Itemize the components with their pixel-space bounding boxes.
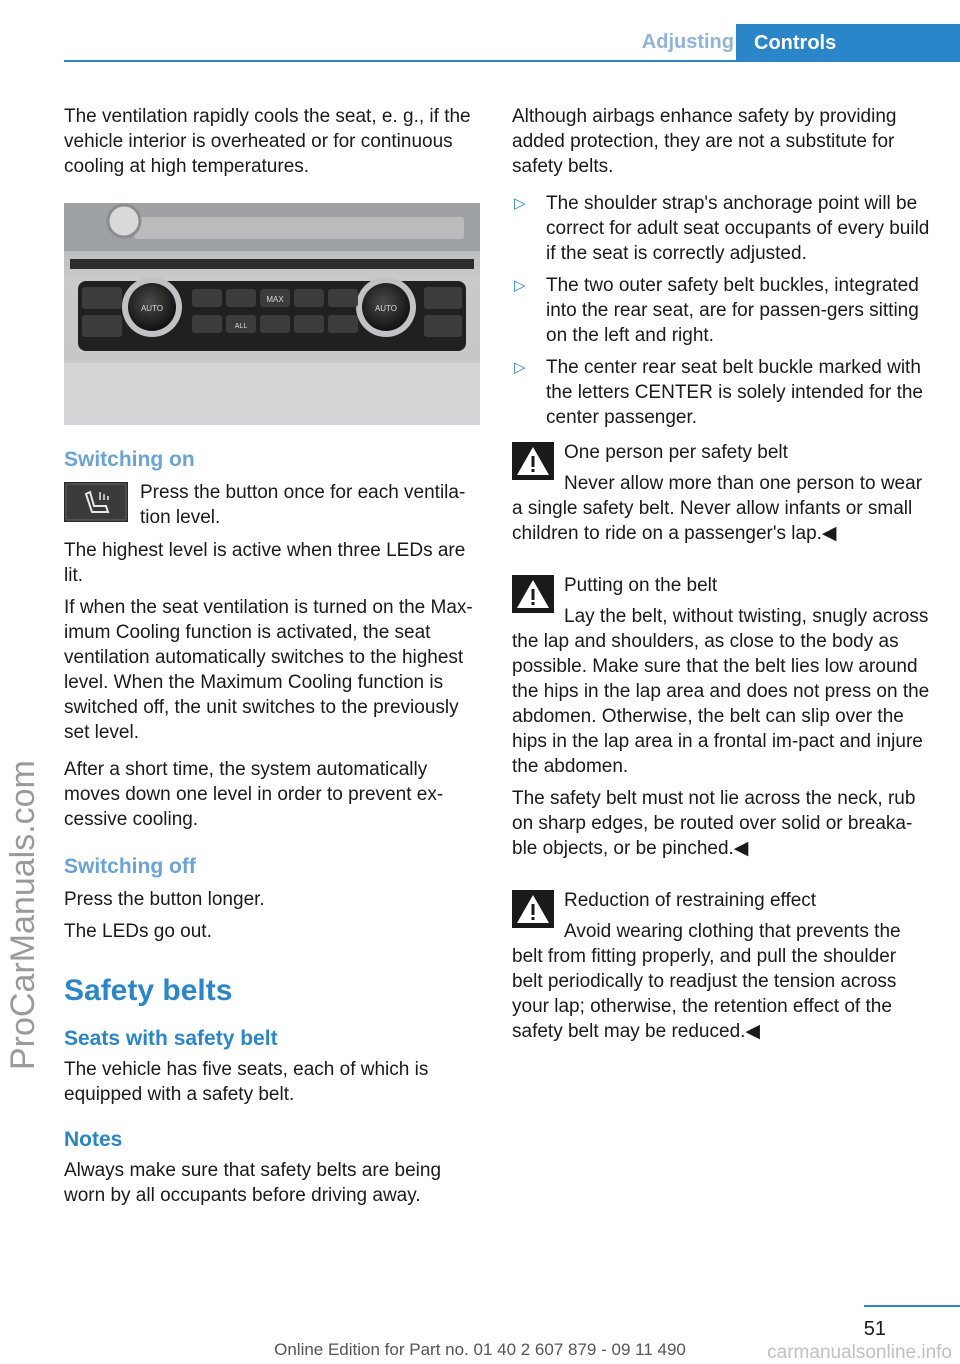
bullet-text: The shoulder strap's anchorage point will be correct for adult seat occupants of every build if the seat is correctly adjusted. bbox=[546, 193, 930, 264]
bullet-item bbox=[512, 273, 930, 348]
max-label: MAX bbox=[266, 295, 284, 304]
notes-heading: Notes bbox=[64, 1128, 123, 1151]
bullet-item bbox=[512, 355, 930, 430]
auto-label-right: AUTO bbox=[374, 304, 398, 313]
header-rule bbox=[64, 60, 960, 62]
seats-heading: Seats with safety belt bbox=[64, 1027, 278, 1050]
warning-text: Lay the belt, without twisting, snugly across the lap and shoulders, as close to the body as possible. Make sure that the belt lies low around the hips in the lap area and does not press on the abdomen. Otherwise, the belt can slip over the hips in the lap area in a frontal im‐pact and injure the abdomen. bbox=[512, 606, 930, 777]
page-number: 51 bbox=[863, 1318, 886, 1340]
seat-ventilation-button-icon bbox=[64, 482, 128, 522]
switching-on-text-4: After a short time, the system automatically moves down one level in order to prevent ex‐cessive cooling. bbox=[64, 759, 444, 830]
seats-text: The vehicle has five seats, each of which is equipped with a safety belt. bbox=[64, 1059, 429, 1105]
triangle-bullet-icon: ▷ bbox=[514, 195, 526, 212]
bottom-watermark: carmanualsonline.info bbox=[767, 1342, 952, 1363]
triangle-bullet-icon: ▷ bbox=[514, 359, 526, 376]
chapter-tab[interactable]: Controls bbox=[736, 24, 960, 62]
warning-text: Never allow more than one person to wear a single safety belt. Never allow infants or small children to ride on a passenger's lap.◀ bbox=[512, 473, 923, 544]
switching-on-text-2: The highest level is active when three LEDs are lit. bbox=[64, 540, 466, 586]
triangle-bullet-icon: ▷ bbox=[514, 277, 526, 294]
warning-title: Putting on the belt bbox=[564, 575, 718, 596]
warning-title: One person per safety belt bbox=[564, 442, 788, 463]
warning-text: Avoid wearing clothing that prevents the belt from fitting properly, and pull the shoulder belt periodically to readjust the tension across your lap; otherwise, the retention effect of the safety belt may be reduced.◀ bbox=[512, 921, 901, 1042]
footer-rule bbox=[864, 1305, 960, 1307]
warning-triangle-icon bbox=[512, 442, 554, 480]
switching-on-row bbox=[64, 480, 482, 532]
switching-off-heading: Switching off bbox=[64, 855, 196, 878]
warning-block bbox=[512, 573, 930, 868]
warning-triangle-icon bbox=[512, 575, 554, 613]
warning-block bbox=[512, 440, 930, 553]
switching-off-text-2: The LEDs go out. bbox=[64, 921, 212, 942]
switching-on-text-3: If when the seat ventilation is turned on the Max‐imum Cooling function is activated, the seat ventilation automatically switches to the highest level. When the Maximum Cooling function is switched off, the unit switches to the previously set level. bbox=[64, 597, 473, 743]
bullet-item bbox=[512, 191, 930, 266]
switching-on-heading: Switching on bbox=[64, 448, 195, 471]
auto-label-left: AUTO bbox=[140, 304, 164, 313]
safety-belts-heading: Safety belts bbox=[64, 974, 233, 1007]
intro-paragraph: The ventilation rapidly cools the seat, e. g., if the vehicle interior is overheated or for continuous cooling at high temperatures. bbox=[64, 106, 471, 177]
bullet-text: The center rear seat belt buckle marked with the letters CENTER is solely intended for the center passenger. bbox=[546, 357, 924, 428]
warning-title: Reduction of restraining effect bbox=[564, 890, 817, 911]
page-header bbox=[64, 24, 960, 62]
notes-text: Always make sure that safety belts are being worn by all occupants before driving away. bbox=[64, 1160, 442, 1206]
switching-off-text-1: Press the button longer. bbox=[64, 889, 265, 910]
section-tab[interactable]: Adjusting bbox=[641, 31, 734, 53]
switching-on-text-1: Press the button once for each ventila‐tion level. bbox=[140, 482, 466, 528]
bullet-text: The two outer safety belt buckles, integrated into the rear seat, are for passen‐gers sitting on the left and right. bbox=[546, 275, 919, 346]
left-column bbox=[64, 104, 482, 1215]
edition-footer: Online Edition for Part no. 01 40 2 607 879 - 09 11 490 bbox=[274, 1340, 686, 1359]
side-watermark: ProCarManuals.com bbox=[4, 760, 42, 1070]
right-column bbox=[512, 104, 930, 1061]
all-label: ALL bbox=[234, 323, 248, 330]
warning-text-2: The safety belt must not lie across the neck, rub on sharp edges, be routed over solid or breaka‐ble objects, or be pinched.◀ bbox=[512, 788, 916, 859]
warning-block bbox=[512, 888, 930, 1051]
climate-control-panel-photo bbox=[64, 203, 480, 425]
airbag-intro: Although airbags enhance safety by providing added protection, they are not a substitute for safety belts. bbox=[512, 106, 897, 177]
warning-triangle-icon bbox=[512, 890, 554, 928]
